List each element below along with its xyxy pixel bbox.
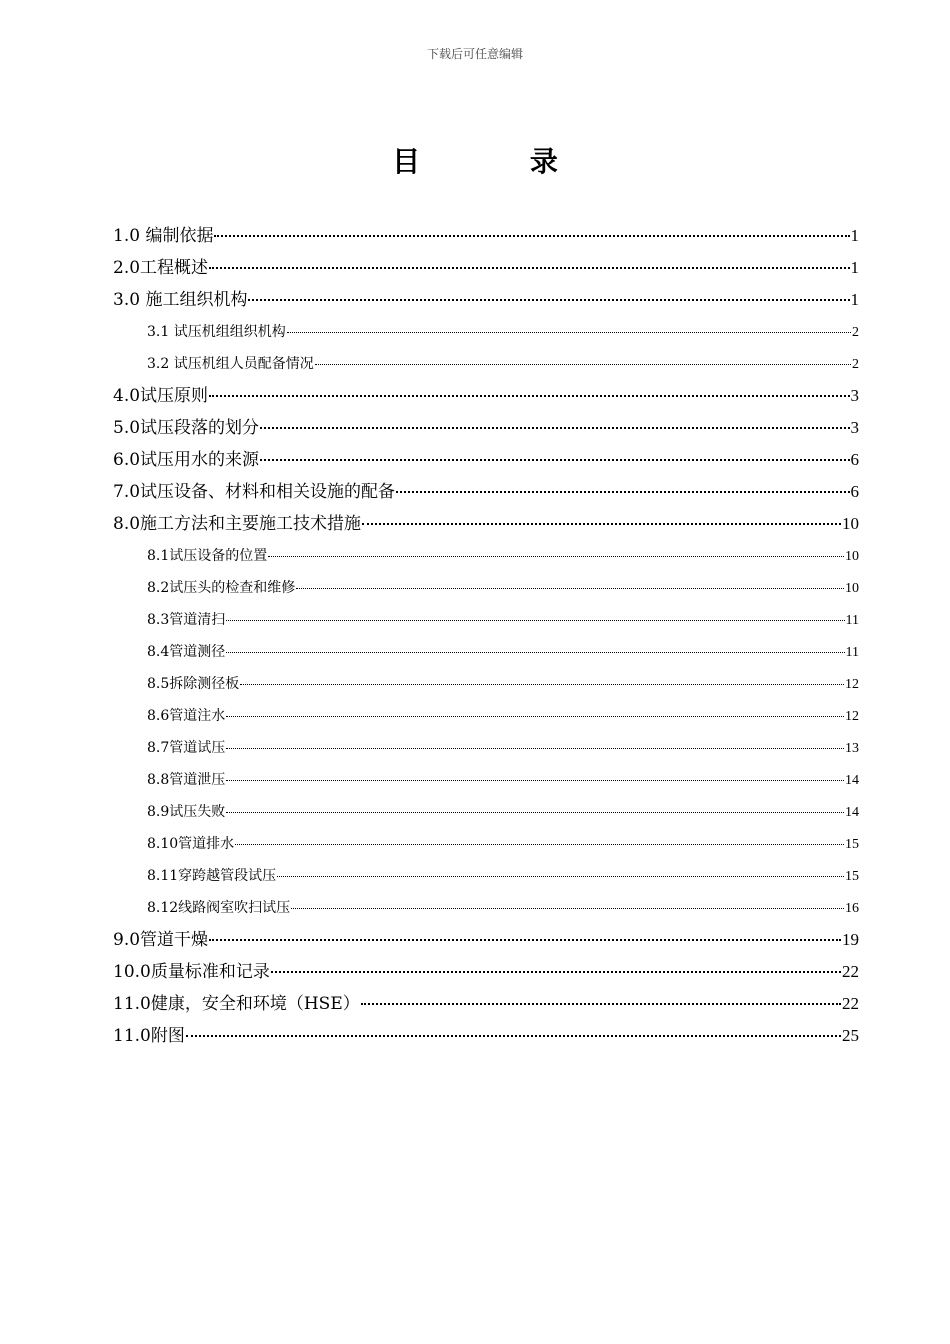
toc-leader-dots bbox=[315, 364, 851, 365]
toc-entry-page: 22 bbox=[842, 962, 859, 981]
toc-entry-title: 8.12线路阀室吹扫试压 bbox=[147, 900, 291, 916]
toc-leader-dots bbox=[361, 1003, 841, 1005]
toc-entry-title: 6.0试压用水的来源 bbox=[113, 450, 260, 470]
toc-entry[interactable] bbox=[113, 380, 859, 412]
toc-entry[interactable] bbox=[113, 284, 859, 316]
toc-entry-title: 5.0试压段落的划分 bbox=[113, 418, 260, 438]
toc-entry-page: 6 bbox=[850, 450, 859, 469]
toc-entry-title: 11.0健康，安全和环境（HSE） bbox=[113, 994, 360, 1014]
toc-leader-dots bbox=[226, 652, 844, 653]
toc-leader-dots bbox=[271, 971, 841, 973]
toc-entry-page: 3 bbox=[850, 418, 859, 437]
toc-leader-dots bbox=[226, 748, 844, 749]
toc-entry-title: 8.9试压失败 bbox=[147, 804, 226, 820]
toc-entry[interactable] bbox=[113, 220, 859, 252]
toc-entry-page: 2 bbox=[852, 357, 859, 372]
toc-entry[interactable] bbox=[113, 540, 859, 572]
toc-leader-dots bbox=[260, 427, 849, 429]
toc-entry[interactable] bbox=[113, 764, 859, 796]
toc-entry-page: 11 bbox=[845, 645, 859, 660]
toc-leader-dots bbox=[287, 332, 851, 333]
toc-entry[interactable] bbox=[113, 668, 859, 700]
toc-entry[interactable] bbox=[113, 348, 859, 380]
toc-entry-title: 1.0 编制依据 bbox=[113, 226, 214, 246]
toc-entry-page: 22 bbox=[842, 994, 859, 1013]
toc-leader-dots bbox=[248, 299, 849, 301]
toc-entry-title: 3.2 试压机组人员配备情况 bbox=[147, 356, 314, 372]
toc-leader-dots bbox=[226, 812, 844, 813]
toc-entry[interactable] bbox=[113, 956, 859, 988]
toc-entry[interactable] bbox=[113, 316, 859, 348]
toc-entry-title: 2.0工程概述 bbox=[113, 258, 209, 278]
toc-entry-page: 2 bbox=[852, 325, 859, 340]
toc-leader-dots bbox=[277, 876, 844, 877]
table-of-contents bbox=[113, 220, 859, 1052]
toc-entry-title: 9.0管道干燥 bbox=[113, 930, 209, 950]
toc-entry[interactable] bbox=[113, 476, 859, 508]
toc-leader-dots bbox=[291, 908, 844, 909]
toc-leader-dots bbox=[209, 267, 849, 269]
toc-leader-dots bbox=[209, 395, 849, 397]
toc-entry-page: 10 bbox=[842, 514, 859, 533]
toc-leader-dots bbox=[268, 556, 844, 557]
toc-entry-page: 25 bbox=[842, 1026, 859, 1045]
toc-leader-dots bbox=[396, 491, 849, 493]
toc-entry-title: 8.5拆除测径板 bbox=[147, 676, 240, 692]
toc-entry-page: 16 bbox=[845, 901, 859, 916]
toc-entry[interactable] bbox=[113, 604, 859, 636]
toc-entry-title: 8.11穿跨越管段试压 bbox=[147, 868, 277, 884]
toc-leader-dots bbox=[226, 620, 844, 621]
toc-entry[interactable] bbox=[113, 508, 859, 540]
toc-entry-title: 8.1试压设备的位置 bbox=[147, 548, 268, 564]
toc-entry[interactable] bbox=[113, 444, 859, 476]
toc-entry-title: 8.0施工方法和主要施工技术措施 bbox=[113, 514, 362, 534]
toc-entry[interactable] bbox=[113, 572, 859, 604]
toc-entry-page: 10 bbox=[845, 549, 859, 564]
toc-leader-dots bbox=[226, 780, 844, 781]
toc-entry[interactable] bbox=[113, 412, 859, 444]
toc-entry-page: 15 bbox=[845, 869, 859, 884]
toc-entry-page: 12 bbox=[845, 709, 859, 724]
toc-entry-page: 1 bbox=[850, 258, 859, 277]
toc-entry[interactable] bbox=[113, 988, 859, 1020]
toc-entry-title: 8.2试压头的检查和维修 bbox=[147, 580, 296, 596]
toc-leader-dots bbox=[240, 684, 844, 685]
toc-entry-title: 7.0试压设备、材料和相关设施的配备 bbox=[113, 482, 396, 502]
toc-entry-page: 19 bbox=[842, 930, 859, 949]
toc-leader-dots bbox=[186, 1035, 841, 1037]
toc-entry[interactable] bbox=[113, 732, 859, 764]
toc-leader-dots bbox=[214, 235, 849, 237]
toc-entry-title: 8.8管道泄压 bbox=[147, 772, 226, 788]
toc-entry-page: 12 bbox=[845, 677, 859, 692]
page-title: 目 录 bbox=[392, 145, 608, 178]
toc-entry-page: 10 bbox=[845, 581, 859, 596]
toc-entry-title: 8.4管道测径 bbox=[147, 644, 226, 660]
toc-leader-dots bbox=[226, 716, 844, 717]
toc-leader-dots bbox=[296, 588, 844, 589]
toc-entry[interactable] bbox=[113, 636, 859, 668]
toc-entry-title: 3.1 试压机组组织机构 bbox=[147, 324, 286, 340]
toc-entry-page: 1 bbox=[850, 226, 859, 245]
toc-entry-title: 8.7管道试压 bbox=[147, 740, 226, 756]
toc-entry-page: 1 bbox=[850, 290, 859, 309]
toc-entry[interactable] bbox=[113, 796, 859, 828]
toc-entry-title: 8.10管道排水 bbox=[147, 836, 235, 852]
toc-entry[interactable] bbox=[113, 252, 859, 284]
toc-leader-dots bbox=[209, 939, 841, 941]
toc-entry-page: 14 bbox=[845, 773, 859, 788]
toc-entry-title: 3.0 施工组织机构 bbox=[113, 290, 248, 310]
toc-entry-page: 14 bbox=[845, 805, 859, 820]
toc-entry-title: 11.0附图 bbox=[113, 1026, 185, 1046]
toc-entry-title: 4.0试压原则 bbox=[113, 386, 209, 406]
toc-entry-title: 10.0质量标准和记录 bbox=[113, 962, 270, 982]
toc-leader-dots bbox=[362, 523, 841, 525]
toc-entry-title: 8.3管道清扫 bbox=[147, 612, 226, 628]
toc-entry-title: 8.6管道注水 bbox=[147, 708, 226, 724]
toc-entry[interactable] bbox=[113, 892, 859, 924]
toc-entry[interactable] bbox=[113, 700, 859, 732]
toc-entry[interactable] bbox=[113, 860, 859, 892]
toc-entry-page: 15 bbox=[845, 837, 859, 852]
toc-entry[interactable] bbox=[113, 828, 859, 860]
toc-entry-page: 6 bbox=[850, 482, 859, 501]
toc-entry[interactable] bbox=[113, 1020, 859, 1052]
toc-entry-page: 3 bbox=[850, 386, 859, 405]
toc-entry-page: 13 bbox=[845, 741, 859, 756]
toc-entry[interactable] bbox=[113, 924, 859, 956]
toc-leader-dots bbox=[235, 844, 844, 845]
page-header: 下载后可任意编辑 bbox=[426, 47, 523, 61]
toc-entry-page: 11 bbox=[845, 613, 859, 628]
toc-leader-dots bbox=[260, 459, 849, 461]
